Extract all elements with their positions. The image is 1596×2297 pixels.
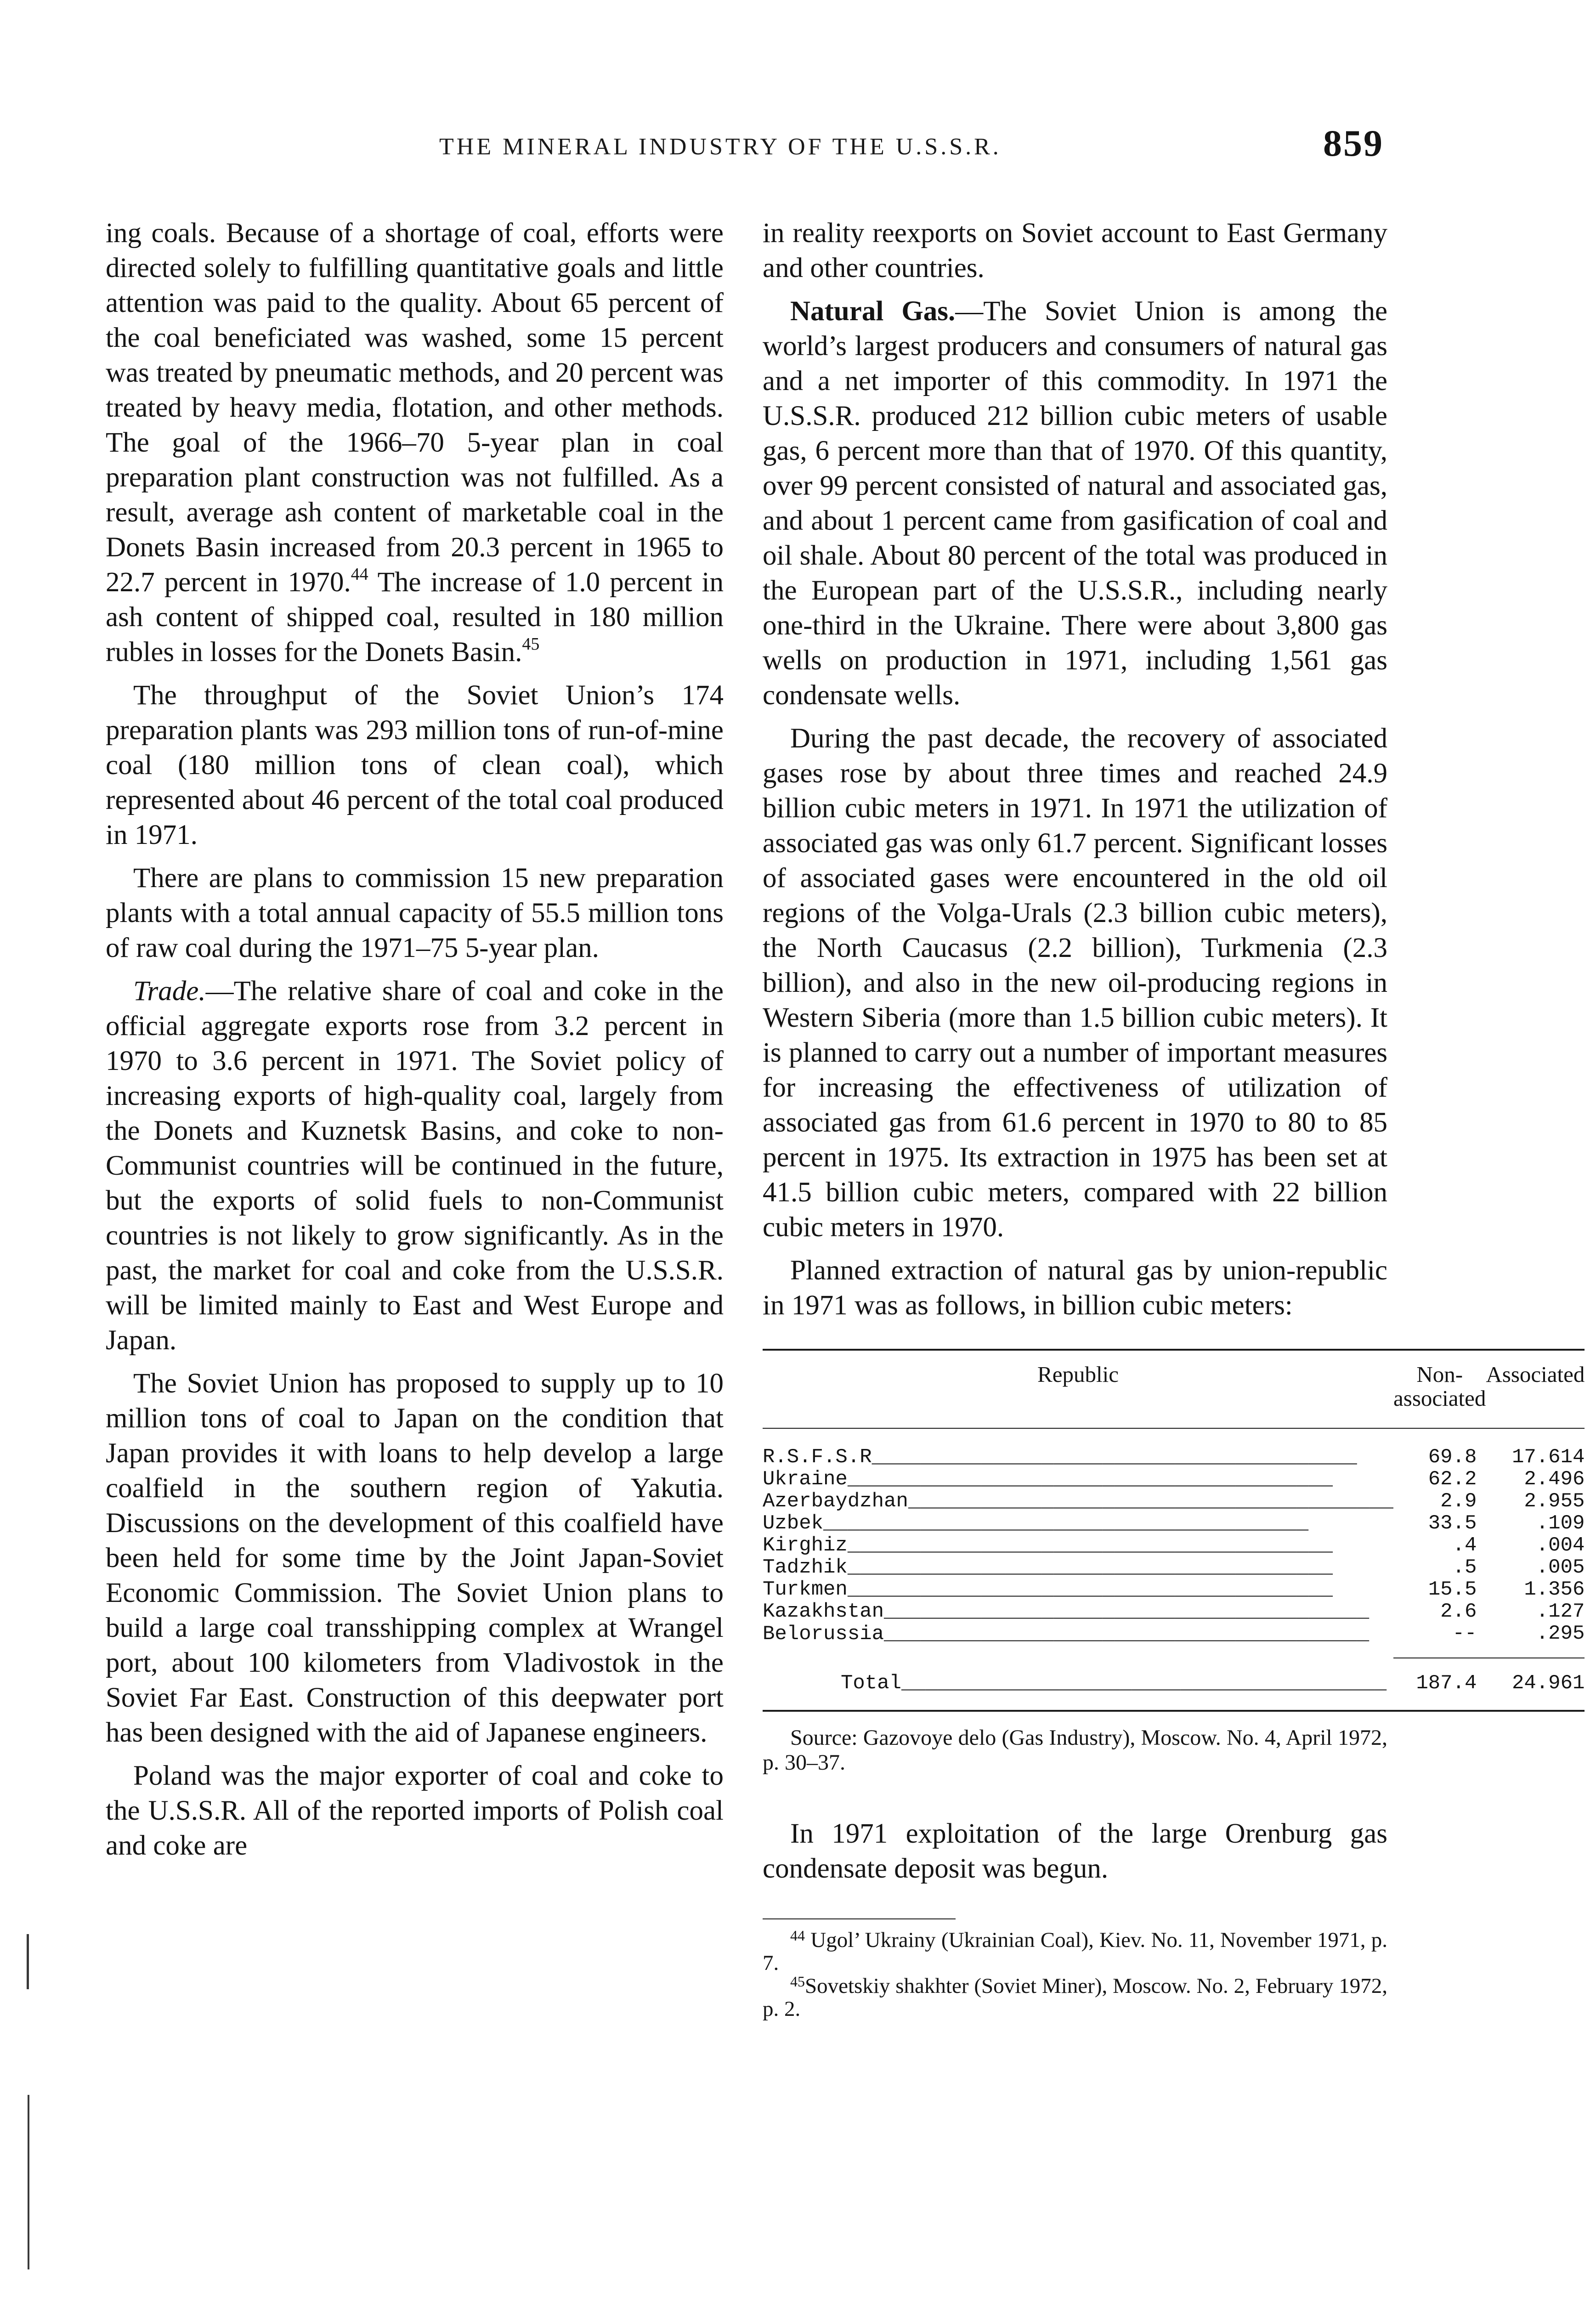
republic-name: Turkmen________________________________________ (763, 1578, 1333, 1601)
scan-artifact (27, 1934, 29, 1989)
republic-name: Ukraine________________________________________ (763, 1468, 1333, 1490)
associated-value: .004 (1536, 1534, 1585, 1557)
paragraph-text-continued: The increase of 1.0 percent in ash content of shipped coal, resulted in 180 million rubles in losses for the Donets Basin. (106, 567, 724, 668)
republic-name: R.S.F.S.R________________________________________ (763, 1446, 1357, 1468)
paragraph-text: —The relative share of coal and coke in the official aggregate exports rose from 3.2 percent in 1970 to 3.6 percent in 1971. The Soviet policy of increasing exports of high-quality coal, largely from the Donets and Kuznetsk Basins, and coke to non-Communist countries will be continued in the future, but the exports of solid fuels to non-Communist countries is not likely to grow significantly. As in the past, the market for coal and coke from the U.S.S.R. will be limited mainly to East and West Europe and Japan. (106, 976, 724, 1356)
footnote-text: Ugol’ Ukrainy (Ukrainian Coal), Kiev. No. 11, November 1971, p. 7. (763, 1928, 1387, 1975)
table-total-row (763, 1658, 1585, 1711)
associated-value: .127 (1536, 1600, 1585, 1623)
footnote-ref-45: 45 (522, 634, 540, 654)
paragraph-trade (106, 974, 724, 1358)
table-row (763, 1428, 1585, 1468)
paragraph-coal-quality (106, 216, 724, 670)
associated-value: .005 (1536, 1556, 1585, 1579)
table-row (763, 1468, 1585, 1490)
header-republic: Republic (763, 1350, 1393, 1428)
paragraph-japan-coal: The Soviet Union has proposed to supply up to 10 million tons of coal to Japan on the condition that Japan provides it with loans to help develop a large coalfield in the southern region of Yakutia. Discussions on the development of this coalfield have been held for some time by the Joint Japan-Soviet Economic Commission. The Soviet Union plans to build a large coal transshipping complex at Wrangel port, about 100 kilometers from Vladivostok in the Soviet Far East. Construction of this deepwater port has been designed with the aid of Japanese engineers. (106, 1368, 724, 1748)
non-associated-value: 33.5 (1428, 1512, 1477, 1535)
page-number: 859 (1323, 122, 1384, 164)
total-associated: 24.961 (1486, 1658, 1585, 1711)
paragraph-throughput: The throughput of the Soviet Union’s 174 preparation plants was 293 million tons of run-of-mine coal (180 million tons of clean coal), which represented about 46 percent of the total coal produced in 1971. (106, 680, 724, 850)
republic-name: Kirghiz________________________________________ (763, 1534, 1333, 1556)
non-associated-value: -- (1452, 1622, 1477, 1645)
paragraph-reexports: in reality reexports on Soviet account to East Germany and other countries. (763, 218, 1387, 283)
footnote-divider (763, 1918, 956, 1919)
total-non-associated: 187.4 (1393, 1658, 1486, 1711)
paragraph-natural-gas (763, 294, 1387, 713)
paragraph-orenburg: In 1971 exploitation of the large Orenburg gas condensate deposit was begun. (763, 1818, 1387, 1884)
footnote-44 (763, 1929, 1387, 1975)
header-associated: Associated (1486, 1350, 1585, 1428)
footnote-45 (763, 1975, 1387, 2020)
associated-value: .109 (1536, 1512, 1585, 1535)
left-column (106, 216, 724, 1863)
table-header-row (763, 1350, 1585, 1428)
republic-name: Kazakhstan________________________________________ (763, 1601, 1370, 1623)
paragraph-associated-gas: During the past decade, the recovery of associated gases rose by about three times and reached 24.9 billion cubic meters in 1971. In 1971 the utilization of associated gas was only 61.7 percent. Significant losses of associated gases were encountered in the old oil regions of the Volga-Urals (2.3 billion cubic meters), the North Caucasus (2.2 billion), Turkmenia (2.3 billion), and also in the new oil-producing regions in Western Siberia (more than 1.5 billion cubic meters). It is planned to carry out a number of important measures for increasing the effectiveness of utilization of associated gas from 61.6 percent in 1970 to 80 to 85 percent in 1975. Its extraction in 1975 has been set at 41.5 billion cubic meters, compared with 22 billion cubic meters in 1970. (763, 723, 1387, 1243)
table-row (763, 1623, 1585, 1658)
non-associated-value: 62.2 (1428, 1468, 1477, 1491)
associated-value: 2.496 (1524, 1468, 1585, 1491)
table-source-note: Source: Gazovoye delo (Gas Industry), Moscow. No. 4, April 1972, p. 30–37. (763, 1726, 1387, 1775)
scan-artifact (28, 2095, 29, 2269)
republic-name: Azerbaydzhan________________________________________ (763, 1490, 1394, 1512)
natural-gas-heading: Natural Gas. (790, 296, 956, 327)
paragraph-text: ing coals. Because of a shortage of coal, efforts were directed solely to fulfilling quantitative goals and little attention was paid to the quality. About 65 percent of the coal beneficiated was washed, some 15 percent was treated by pneumatic methods, and 20 percent was treated by heavy media, flotation, and other methods. The goal of the 1966–70 5-year plan in coal preparation plant construction was not fulfilled. As a result, average ash content of marketable coal in the Donets Basin increased from 20.3 percent in 1965 to 22.7 percent in 1970. (106, 218, 724, 598)
footnote-number: 44 (790, 1927, 805, 1944)
footnote-text: Sovetskiy shakhter (Soviet Miner), Moscow. No. 2, February 1972, p. 2. (763, 1974, 1387, 2021)
header-non-associated (1393, 1350, 1486, 1428)
gas-extraction-table (763, 1349, 1585, 1712)
running-head: THE MINERAL INDUSTRY OF THE U.S.S.R. (439, 134, 1002, 160)
non-associated-value: 2.6 (1440, 1600, 1477, 1623)
non-associated-value: .5 (1452, 1556, 1477, 1579)
paragraph-poland: Poland was the major exporter of coal and coke to the U.S.S.R. All of the reported imports of Polish coal and coke are (106, 1760, 724, 1861)
republic-name: Belorussia________________________________________ (763, 1623, 1370, 1646)
non-associated-value: 2.9 (1440, 1490, 1477, 1513)
associated-value: .295 (1536, 1622, 1585, 1645)
associated-value: 17.614 (1511, 1446, 1585, 1469)
non-associated-value: .4 (1452, 1534, 1477, 1557)
republic-name: Uzbek________________________________________ (763, 1512, 1309, 1534)
footnote-number: 45 (790, 1973, 805, 1990)
table-row (763, 1534, 1585, 1556)
table-row (763, 1556, 1585, 1578)
paragraph-preparation-plants: There are plans to commission 15 new preparation plants with a total annual capacity of 55.5 million tons of raw coal during the 1971–75 5-year plan. (106, 863, 724, 963)
associated-value: 2.955 (1524, 1490, 1585, 1513)
right-column (763, 216, 1585, 2021)
table-row (763, 1490, 1585, 1512)
header-non-associated-line1: Non- (1416, 1362, 1463, 1387)
footnote-ref-44: 44 (351, 565, 368, 584)
associated-value: 1.356 (1524, 1578, 1585, 1601)
paragraph-text: —The Soviet Union is among the world’s largest producers and consumers of natural gas and a net importer of this commodity. In 1971 the U.S.S.R. produced 212 billion cubic meters of usable gas, 6 percent more than that of 1970. Of this quantity, over 99 percent consisted of natural and associated gas, and about 1 percent came from gasification of coal and oil shale. About 80 percent of the total was produced in the European part of the U.S.S.R., including nearly one-third in the Ukraine. There were about 3,800 gas wells on production in 1971, including 1,561 gas condensate wells. (763, 296, 1387, 711)
non-associated-value: 15.5 (1428, 1578, 1477, 1601)
trade-heading: Trade. (133, 976, 206, 1007)
header-non-associated-line2: associated (1393, 1386, 1486, 1411)
republic-name: Tadzhik________________________________________ (763, 1556, 1333, 1578)
non-associated-value: 69.8 (1428, 1446, 1477, 1469)
table-row (763, 1601, 1585, 1623)
total-label: Total________________________________________ (763, 1658, 1393, 1711)
table-row (763, 1512, 1585, 1534)
paragraph-planned-extraction: Planned extraction of natural gas by union-republic in 1971 was as follows, in billion cubic meters: (763, 1255, 1387, 1321)
table-row (763, 1578, 1585, 1601)
